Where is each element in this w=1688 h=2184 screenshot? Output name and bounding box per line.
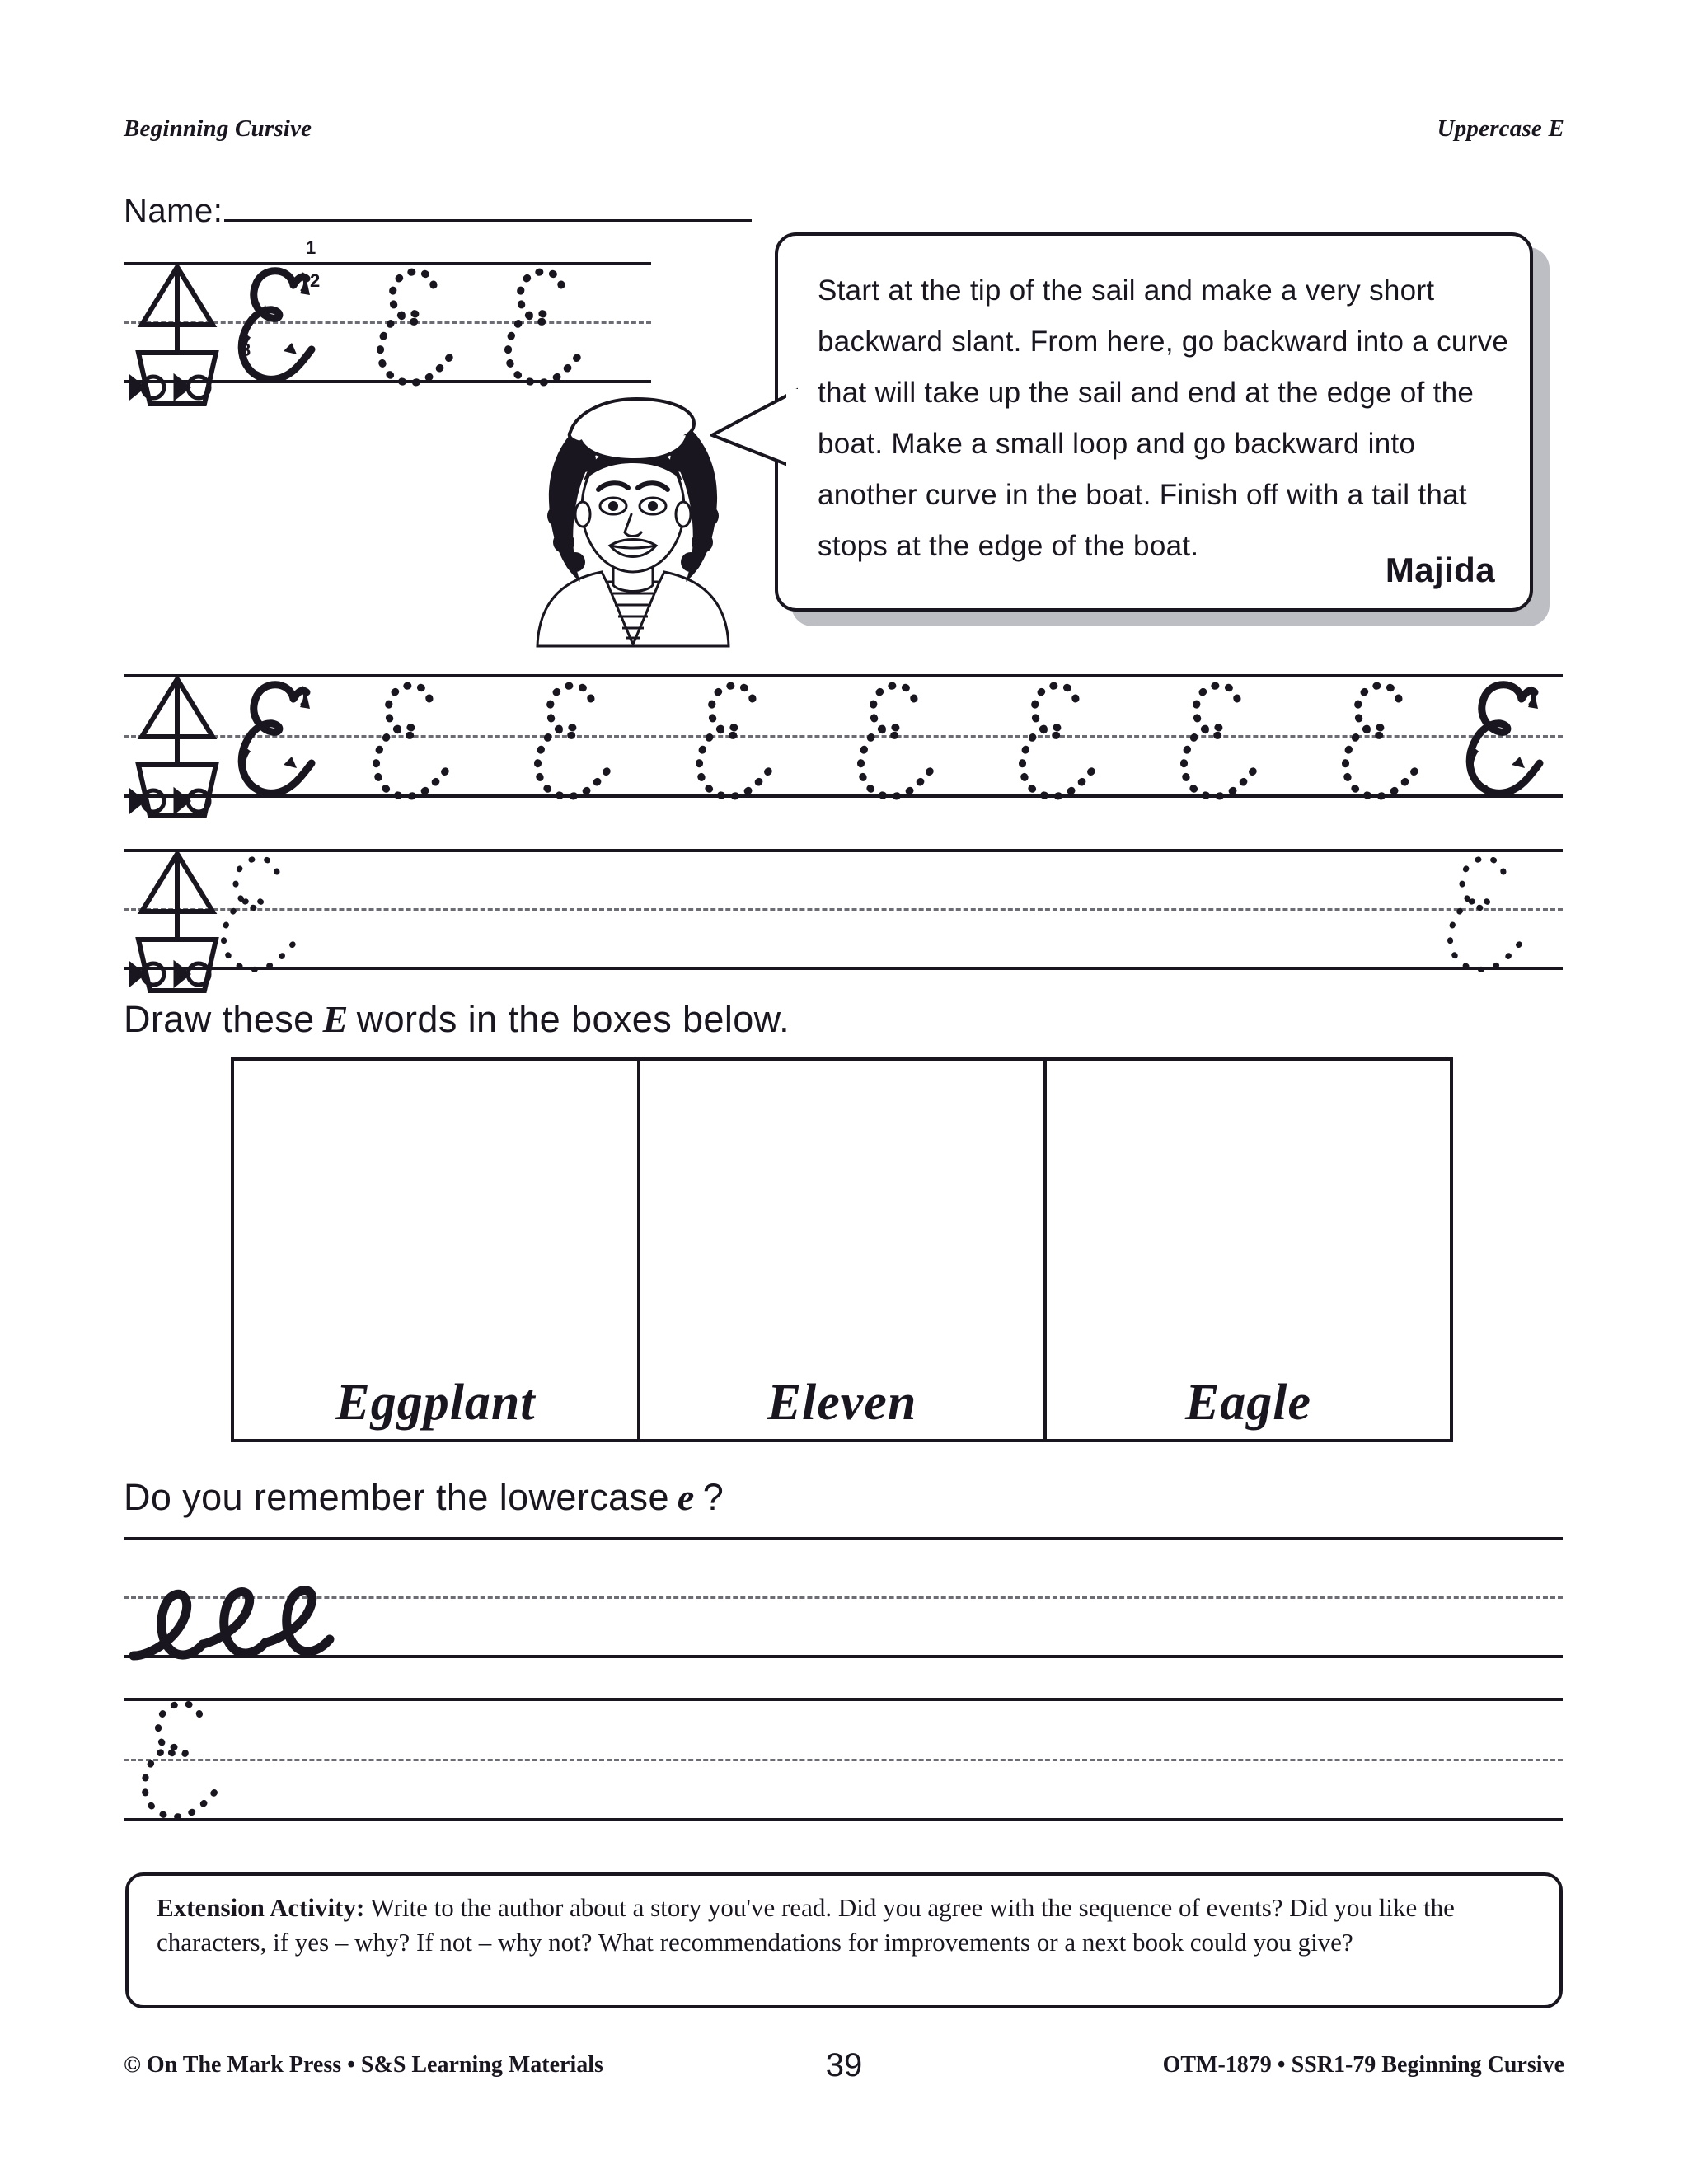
word-box-cell[interactable] (234, 1061, 640, 1439)
model-letter-E (221, 237, 336, 397)
name-row (124, 188, 752, 230)
draw-words-before: Draw these (124, 997, 315, 1040)
lowercase-e-sample (132, 1586, 346, 1662)
lowercase-question-letter: e (677, 1476, 695, 1518)
fish-icon (129, 781, 227, 819)
page-header (0, 115, 1688, 148)
stroke-number-3: 3 (241, 340, 251, 360)
dotted-letter-E[interactable] (129, 1696, 277, 1828)
word-label: Eleven (767, 1375, 917, 1431)
practice-row-blank[interactable] (124, 849, 1563, 968)
dotted-letter-E[interactable] (363, 260, 470, 392)
extension-activity-label: Extension Activity: (157, 1893, 365, 1922)
fish-icon (129, 368, 227, 405)
dotted-letter-E[interactable] (682, 674, 789, 806)
dotted-letter-E[interactable] (843, 674, 950, 806)
draw-words-letter: E (322, 998, 349, 1040)
word-box-cell[interactable] (640, 1061, 1047, 1439)
rule-top-line (124, 1698, 1563, 1701)
word-label: Eggplant (335, 1375, 536, 1431)
stroke-number-2: 2 (310, 270, 321, 291)
model-letter-E (1449, 671, 1564, 811)
rule-mid-line (124, 1759, 1563, 1761)
lowercase-dotted-row[interactable] (124, 1698, 1563, 1820)
lowercase-question-after: ? (702, 1475, 724, 1518)
rule-bottom-line (124, 1818, 1563, 1821)
dotted-letter-E[interactable] (206, 847, 313, 979)
word-label: Eagle (1184, 1375, 1312, 1431)
footer-copyright: © On The Mark Press • S&S Learning Materials (124, 2052, 603, 2078)
draw-words-instruction (124, 997, 790, 1041)
dotted-letter-E[interactable] (1166, 674, 1273, 806)
word-boxes (231, 1057, 1453, 1442)
name-input[interactable] (224, 188, 752, 222)
page-footer (0, 2047, 1688, 2088)
lowercase-question (124, 1475, 724, 1519)
speech-bubble-text: Start at the tip of the sail and make a very short backward slant. From here, go backward into a curve that will take up the sail and end at the edge of the boat. Make a small loop and go backward into another curve in the boat. Finish off with a tail that stops at the edge of the boat. (818, 274, 1509, 562)
girl-sailor-illustration (501, 384, 765, 648)
rule-top-line (124, 1537, 1563, 1540)
page-number: 39 (825, 2047, 863, 2083)
extension-activity-box (125, 1872, 1563, 2008)
speech-bubble (775, 232, 1533, 612)
practice-row-demo (124, 237, 651, 382)
header-title-left: Beginning Cursive (124, 115, 312, 142)
word-box-cell[interactable] (1047, 1061, 1450, 1439)
dotted-letter-E[interactable] (1005, 674, 1112, 806)
rule-top-line (124, 849, 1563, 852)
practice-row-trace (124, 674, 1563, 796)
extension-activity-text (157, 1891, 1536, 1960)
speech-bubble-signature: Majida (1385, 551, 1495, 589)
lowercase-solid-row[interactable] (124, 1537, 1563, 1657)
dotted-letter-E[interactable] (490, 260, 598, 392)
dotted-letter-E[interactable] (359, 674, 466, 806)
dotted-letter-E[interactable] (1432, 847, 1540, 979)
name-label: Name: (124, 193, 223, 229)
header-title-right: Uppercase E (1437, 115, 1564, 142)
dotted-letter-E[interactable] (1328, 674, 1435, 806)
rule-mid-line (124, 908, 1563, 911)
lowercase-question-before: Do you remember the lowercase (124, 1475, 669, 1518)
extension-activity-body: Write to the author about a story you've read. Did you agree with the sequence of events? Did you like the characters, if yes – why? If not – why not? What recommendations for improvements or a next book could you give? (157, 1893, 1455, 1957)
footer-product-code: OTM-1879 • SSR1-79 Beginning Cursive (1162, 2052, 1564, 2078)
rule-bottom-line (124, 967, 1563, 970)
stroke-number-1: 1 (306, 237, 316, 258)
dotted-letter-E[interactable] (520, 674, 627, 806)
draw-words-after: words in the boxes below. (356, 997, 790, 1040)
model-letter-E (221, 671, 336, 811)
